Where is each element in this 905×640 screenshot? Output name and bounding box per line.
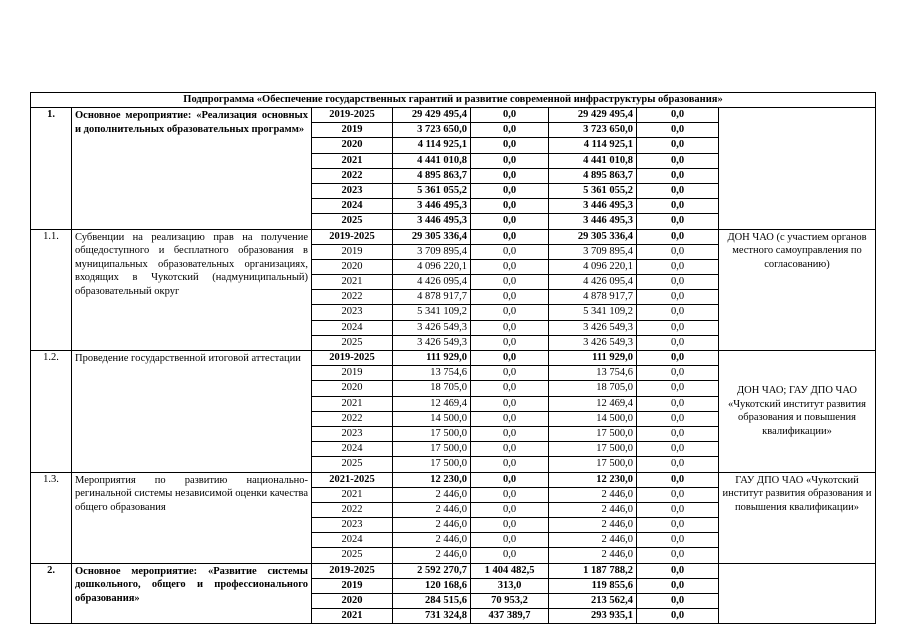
total-cell: 29 305 336,4 xyxy=(393,229,471,244)
total-cell: 3 426 549,3 xyxy=(393,320,471,335)
period-cell: 2021 xyxy=(312,153,393,168)
total-cell: 4 426 095,4 xyxy=(393,275,471,290)
table-row xyxy=(31,108,876,123)
total-cell: 17 500,0 xyxy=(393,457,471,472)
federal-cell: 0,0 xyxy=(471,487,549,502)
responsible-executor: ДОН ЧАО; ГАУ ДПО ЧАО «Чукотский институт развития образования и повышения квалификации» xyxy=(719,351,876,473)
budget-table-body xyxy=(31,93,876,624)
regional-cell: 2 446,0 xyxy=(549,533,637,548)
other-cell: 0,0 xyxy=(637,168,719,183)
regional-cell: 3 723 650,0 xyxy=(549,123,637,138)
period-cell: 2021 xyxy=(312,609,393,624)
responsible-executor xyxy=(719,108,876,230)
total-cell: 4 878 917,7 xyxy=(393,290,471,305)
federal-cell: 0,0 xyxy=(471,518,549,533)
total-cell: 18 705,0 xyxy=(393,381,471,396)
item-description: Проведение государственной итоговой аттестации xyxy=(72,351,312,473)
federal-cell: 0,0 xyxy=(471,533,549,548)
other-cell: 0,0 xyxy=(637,472,719,487)
total-cell: 120 168,6 xyxy=(393,578,471,593)
total-cell: 4 114 925,1 xyxy=(393,138,471,153)
federal-cell: 0,0 xyxy=(471,472,549,487)
regional-cell: 119 855,6 xyxy=(549,578,637,593)
other-cell: 0,0 xyxy=(637,351,719,366)
total-cell: 3 446 495,3 xyxy=(393,214,471,229)
period-cell: 2022 xyxy=(312,168,393,183)
regional-cell: 5 341 109,2 xyxy=(549,305,637,320)
regional-cell: 18 705,0 xyxy=(549,381,637,396)
regional-cell: 111 929,0 xyxy=(549,351,637,366)
period-cell: 2020 xyxy=(312,381,393,396)
total-cell: 3 723 650,0 xyxy=(393,123,471,138)
federal-cell: 0,0 xyxy=(471,442,549,457)
federal-cell: 70 953,2 xyxy=(471,594,549,609)
total-cell: 284 515,6 xyxy=(393,594,471,609)
total-cell: 2 446,0 xyxy=(393,502,471,517)
other-cell: 0,0 xyxy=(637,108,719,123)
other-cell: 0,0 xyxy=(637,548,719,563)
regional-cell: 3 426 549,3 xyxy=(549,320,637,335)
regional-cell: 4 426 095,4 xyxy=(549,275,637,290)
period-cell: 2023 xyxy=(312,305,393,320)
total-cell: 4 096 220,1 xyxy=(393,259,471,274)
other-cell: 0,0 xyxy=(637,442,719,457)
regional-cell: 213 562,4 xyxy=(549,594,637,609)
federal-cell: 437 389,7 xyxy=(471,609,549,624)
period-cell: 2019-2025 xyxy=(312,351,393,366)
period-cell: 2022 xyxy=(312,502,393,517)
other-cell: 0,0 xyxy=(637,396,719,411)
total-cell: 2 446,0 xyxy=(393,533,471,548)
other-cell: 0,0 xyxy=(637,214,719,229)
regional-cell: 14 500,0 xyxy=(549,411,637,426)
period-cell: 2019-2025 xyxy=(312,563,393,578)
other-cell: 0,0 xyxy=(637,138,719,153)
federal-cell: 0,0 xyxy=(471,199,549,214)
other-cell: 0,0 xyxy=(637,290,719,305)
item-index: 1.3. xyxy=(31,472,72,563)
other-cell: 0,0 xyxy=(637,153,719,168)
item-index: 2. xyxy=(31,563,72,624)
regional-cell: 2 446,0 xyxy=(549,502,637,517)
period-cell: 2022 xyxy=(312,411,393,426)
federal-cell: 0,0 xyxy=(471,426,549,441)
other-cell: 0,0 xyxy=(637,199,719,214)
federal-cell: 0,0 xyxy=(471,457,549,472)
federal-cell: 0,0 xyxy=(471,335,549,350)
regional-cell: 4 441 010,8 xyxy=(549,153,637,168)
federal-cell: 0,0 xyxy=(471,320,549,335)
regional-cell: 12 469,4 xyxy=(549,396,637,411)
regional-cell: 4 878 917,7 xyxy=(549,290,637,305)
total-cell: 29 429 495,4 xyxy=(393,108,471,123)
federal-cell: 0,0 xyxy=(471,259,549,274)
other-cell: 0,0 xyxy=(637,381,719,396)
budget-table xyxy=(30,92,876,624)
other-cell: 0,0 xyxy=(637,244,719,259)
other-cell: 0,0 xyxy=(637,609,719,624)
federal-cell: 0,0 xyxy=(471,123,549,138)
regional-cell: 17 500,0 xyxy=(549,457,637,472)
total-cell: 17 500,0 xyxy=(393,442,471,457)
period-cell: 2024 xyxy=(312,199,393,214)
total-cell: 2 446,0 xyxy=(393,487,471,502)
period-cell: 2019 xyxy=(312,123,393,138)
regional-cell: 17 500,0 xyxy=(549,426,637,441)
responsible-executor: ГАУ ДПО ЧАО «Чукотский институт развития образования и повышения квалификации» xyxy=(719,472,876,563)
responsible-executor xyxy=(719,563,876,624)
federal-cell: 1 404 482,5 xyxy=(471,563,549,578)
regional-cell: 4 114 925,1 xyxy=(549,138,637,153)
federal-cell: 0,0 xyxy=(471,305,549,320)
period-cell: 2020 xyxy=(312,594,393,609)
regional-cell: 3 426 549,3 xyxy=(549,335,637,350)
table-row xyxy=(31,563,876,578)
regional-cell: 2 446,0 xyxy=(549,548,637,563)
federal-cell: 0,0 xyxy=(471,351,549,366)
table-row xyxy=(31,472,876,487)
other-cell: 0,0 xyxy=(637,426,719,441)
federal-cell: 0,0 xyxy=(471,411,549,426)
regional-cell: 293 935,1 xyxy=(549,609,637,624)
total-cell: 2 592 270,7 xyxy=(393,563,471,578)
regional-cell: 17 500,0 xyxy=(549,442,637,457)
table-row xyxy=(31,229,876,244)
federal-cell: 0,0 xyxy=(471,502,549,517)
total-cell: 4 895 863,7 xyxy=(393,168,471,183)
federal-cell: 0,0 xyxy=(471,183,549,198)
federal-cell: 0,0 xyxy=(471,168,549,183)
regional-cell: 2 446,0 xyxy=(549,518,637,533)
federal-cell: 0,0 xyxy=(471,138,549,153)
period-cell: 2024 xyxy=(312,442,393,457)
other-cell: 0,0 xyxy=(637,335,719,350)
other-cell: 0,0 xyxy=(637,366,719,381)
responsible-executor: ДОН ЧАО (с участием органов местного самоуправления по согласованию) xyxy=(719,229,876,351)
item-description: Мероприятия по развитию национально-регинальной системы независимой оценки качества общего образования xyxy=(72,472,312,563)
other-cell: 0,0 xyxy=(637,229,719,244)
other-cell: 0,0 xyxy=(637,487,719,502)
period-cell: 2021 xyxy=(312,487,393,502)
period-cell: 2021 xyxy=(312,396,393,411)
total-cell: 2 446,0 xyxy=(393,548,471,563)
other-cell: 0,0 xyxy=(637,411,719,426)
total-cell: 2 446,0 xyxy=(393,518,471,533)
federal-cell: 0,0 xyxy=(471,548,549,563)
regional-cell: 3 709 895,4 xyxy=(549,244,637,259)
regional-cell: 5 361 055,2 xyxy=(549,183,637,198)
period-cell: 2021 xyxy=(312,275,393,290)
item-index: 1. xyxy=(31,108,72,230)
period-cell: 2024 xyxy=(312,533,393,548)
total-cell: 14 500,0 xyxy=(393,411,471,426)
other-cell: 0,0 xyxy=(637,563,719,578)
total-cell: 17 500,0 xyxy=(393,426,471,441)
period-cell: 2023 xyxy=(312,518,393,533)
item-index: 1.2. xyxy=(31,351,72,473)
total-cell: 4 441 010,8 xyxy=(393,153,471,168)
period-cell: 2024 xyxy=(312,320,393,335)
federal-cell: 0,0 xyxy=(471,153,549,168)
period-cell: 2020 xyxy=(312,138,393,153)
regional-cell: 4 895 863,7 xyxy=(549,168,637,183)
total-cell: 3 426 549,3 xyxy=(393,335,471,350)
regional-cell: 1 187 788,2 xyxy=(549,563,637,578)
federal-cell: 0,0 xyxy=(471,108,549,123)
other-cell: 0,0 xyxy=(637,457,719,472)
regional-cell: 12 230,0 xyxy=(549,472,637,487)
federal-cell: 0,0 xyxy=(471,244,549,259)
total-cell: 111 929,0 xyxy=(393,351,471,366)
total-cell: 5 341 109,2 xyxy=(393,305,471,320)
total-cell: 12 469,4 xyxy=(393,396,471,411)
other-cell: 0,0 xyxy=(637,305,719,320)
period-cell: 2019-2025 xyxy=(312,229,393,244)
period-cell: 2019 xyxy=(312,244,393,259)
other-cell: 0,0 xyxy=(637,502,719,517)
other-cell: 0,0 xyxy=(637,123,719,138)
regional-cell: 3 446 495,3 xyxy=(549,199,637,214)
other-cell: 0,0 xyxy=(637,183,719,198)
item-description: Субвенции на реализацию прав на получение общедоступного и бесплатного образования в муниципальных образовательных организациях, входящих в Чукотский (надмуниципальный) образовательный округ xyxy=(72,229,312,351)
regional-cell: 2 446,0 xyxy=(549,487,637,502)
other-cell: 0,0 xyxy=(637,518,719,533)
total-cell: 731 324,8 xyxy=(393,609,471,624)
subprogram-title: Подпрограмма «Обеспечение государственных гарантий и развитие современной инфраструктуры образования» xyxy=(31,93,876,108)
regional-cell: 3 446 495,3 xyxy=(549,214,637,229)
federal-cell: 313,0 xyxy=(471,578,549,593)
total-cell: 5 361 055,2 xyxy=(393,183,471,198)
federal-cell: 0,0 xyxy=(471,275,549,290)
period-cell: 2019-2025 xyxy=(312,108,393,123)
federal-cell: 0,0 xyxy=(471,396,549,411)
period-cell: 2019 xyxy=(312,578,393,593)
total-cell: 13 754,6 xyxy=(393,366,471,381)
period-cell: 2025 xyxy=(312,548,393,563)
other-cell: 0,0 xyxy=(637,578,719,593)
period-cell: 2025 xyxy=(312,335,393,350)
period-cell: 2022 xyxy=(312,290,393,305)
period-cell: 2021-2025 xyxy=(312,472,393,487)
other-cell: 0,0 xyxy=(637,594,719,609)
item-description: Основное мероприятие: «Реализация основных и дополнительных образовательных программ» xyxy=(72,108,312,230)
other-cell: 0,0 xyxy=(637,533,719,548)
total-cell: 3 446 495,3 xyxy=(393,199,471,214)
item-description: Основное мероприятие: «Развитие системы дошкольного, общего и профессионального образования» xyxy=(72,563,312,624)
period-cell: 2025 xyxy=(312,457,393,472)
regional-cell: 13 754,6 xyxy=(549,366,637,381)
item-index: 1.1. xyxy=(31,229,72,351)
period-cell: 2023 xyxy=(312,183,393,198)
federal-cell: 0,0 xyxy=(471,381,549,396)
regional-cell: 29 305 336,4 xyxy=(549,229,637,244)
period-cell: 2025 xyxy=(312,214,393,229)
total-cell: 12 230,0 xyxy=(393,472,471,487)
period-cell: 2020 xyxy=(312,259,393,274)
period-cell: 2019 xyxy=(312,366,393,381)
other-cell: 0,0 xyxy=(637,320,719,335)
federal-cell: 0,0 xyxy=(471,229,549,244)
regional-cell: 4 096 220,1 xyxy=(549,259,637,274)
regional-cell: 29 429 495,4 xyxy=(549,108,637,123)
total-cell: 3 709 895,4 xyxy=(393,244,471,259)
other-cell: 0,0 xyxy=(637,259,719,274)
table-row xyxy=(31,351,876,366)
federal-cell: 0,0 xyxy=(471,214,549,229)
federal-cell: 0,0 xyxy=(471,290,549,305)
period-cell: 2023 xyxy=(312,426,393,441)
federal-cell: 0,0 xyxy=(471,366,549,381)
other-cell: 0,0 xyxy=(637,275,719,290)
